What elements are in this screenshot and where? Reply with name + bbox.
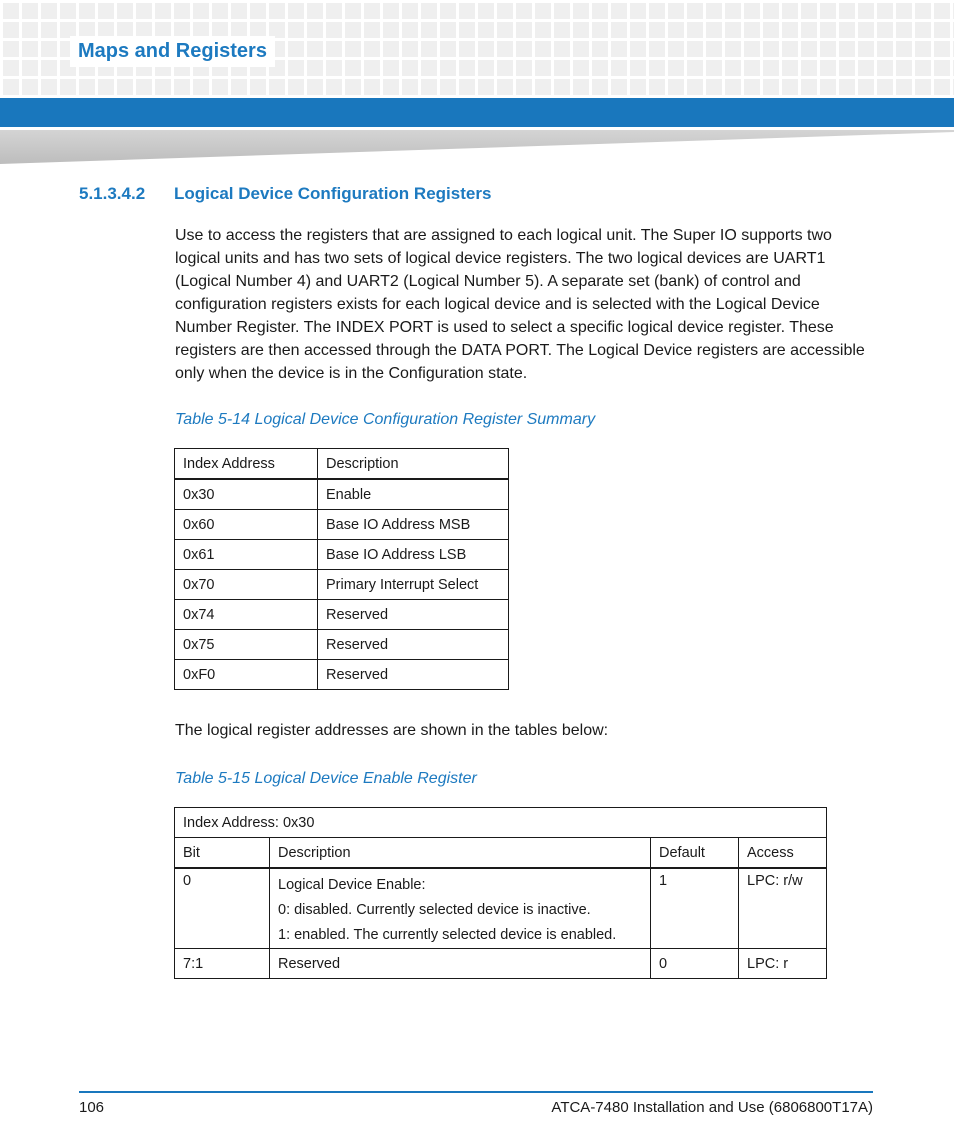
table-row [175, 600, 509, 630]
column-header: Default [651, 838, 739, 869]
access-cell: LPC: r [739, 949, 827, 979]
description-line: 1: enabled. The currently selected device is enabled. [278, 927, 617, 943]
column-header: Description [318, 449, 509, 480]
table-cell: Reserved [318, 630, 509, 660]
table-cell: 0x74 [175, 600, 318, 630]
table-header-row [175, 838, 827, 869]
description-cell: Reserved [270, 949, 651, 979]
section-title: Logical Device Configuration Registers [174, 184, 492, 203]
table-row [175, 630, 509, 660]
column-header: Access [739, 838, 827, 869]
table-index-row [175, 808, 827, 838]
table-cell: 0xF0 [175, 660, 318, 690]
table-row [175, 540, 509, 570]
description-line: Logical Device Enable: [278, 877, 426, 893]
page-number: 106 [79, 1099, 105, 1116]
header-blue-bar [0, 98, 954, 127]
table-row [175, 479, 509, 510]
table-cell: 0x75 [175, 630, 318, 660]
between-text: The logical register addresses are shown in the tables below: [175, 722, 609, 739]
column-header: Bit [175, 838, 270, 869]
table2-caption: Table 5-15 Logical Device Enable Register [175, 770, 477, 787]
table-row [175, 949, 827, 979]
table-cell: Reserved [318, 660, 509, 690]
running-title: Maps and Registers [70, 36, 275, 67]
default-cell: 0 [651, 949, 739, 979]
default-cell: 1 [651, 868, 739, 949]
bit-cell: 7:1 [175, 949, 270, 979]
index-address-cell: Index Address: 0x30 [175, 808, 827, 838]
table-cell: Base IO Address LSB [318, 540, 509, 570]
table-cell: Base IO Address MSB [318, 510, 509, 540]
table-cell: 0x60 [175, 510, 318, 540]
table-cell: 0x30 [175, 479, 318, 510]
description-cell [270, 868, 651, 949]
table-cell: 0x61 [175, 540, 318, 570]
table1-caption: Table 5-14 Logical Device Configuration Register Summary [175, 411, 596, 428]
table-header-row [175, 449, 509, 480]
section-number: 5.1.3.4.2 [79, 184, 146, 203]
bit-cell: 0 [175, 868, 270, 949]
table-cell: Reserved [318, 600, 509, 630]
table-cell: Primary Interrupt Select [318, 570, 509, 600]
table-row [175, 570, 509, 600]
column-header: Description [270, 838, 651, 869]
register-summary-table [174, 448, 509, 690]
column-header: Index Address [175, 449, 318, 480]
section-heading [79, 184, 491, 204]
enable-register-table [174, 807, 827, 979]
table-row [175, 868, 827, 949]
table-cell: 0x70 [175, 570, 318, 600]
access-cell: LPC: r/w [739, 868, 827, 949]
table-row [175, 510, 509, 540]
table-cell: Enable [318, 479, 509, 510]
table-row [175, 660, 509, 690]
document-title: ATCA-7480 Installation and Use (6806800T17A) [551, 1099, 873, 1116]
description-line: 0: disabled. Currently selected device is inactive. [278, 902, 591, 918]
footer-rule [79, 1091, 873, 1093]
header-grey-wedge [0, 130, 954, 164]
intro-paragraph: Use to access the registers that are assigned to each logical unit. The Super IO supports two logical units and has two sets of logical device registers. The two logical devices are UART1 (Logical Number 4) and UART2 (Logical Number 5). A separate set (bank) of control and configuration registers exists for each logical device and is selected with the Logical Device Number Register. The INDEX PORT is used to select a specific logical device register. These registers are then accessed through the DATA PORT. The Logical Device registers are accessible only when the device is in the Configuration state. [175, 227, 865, 382]
